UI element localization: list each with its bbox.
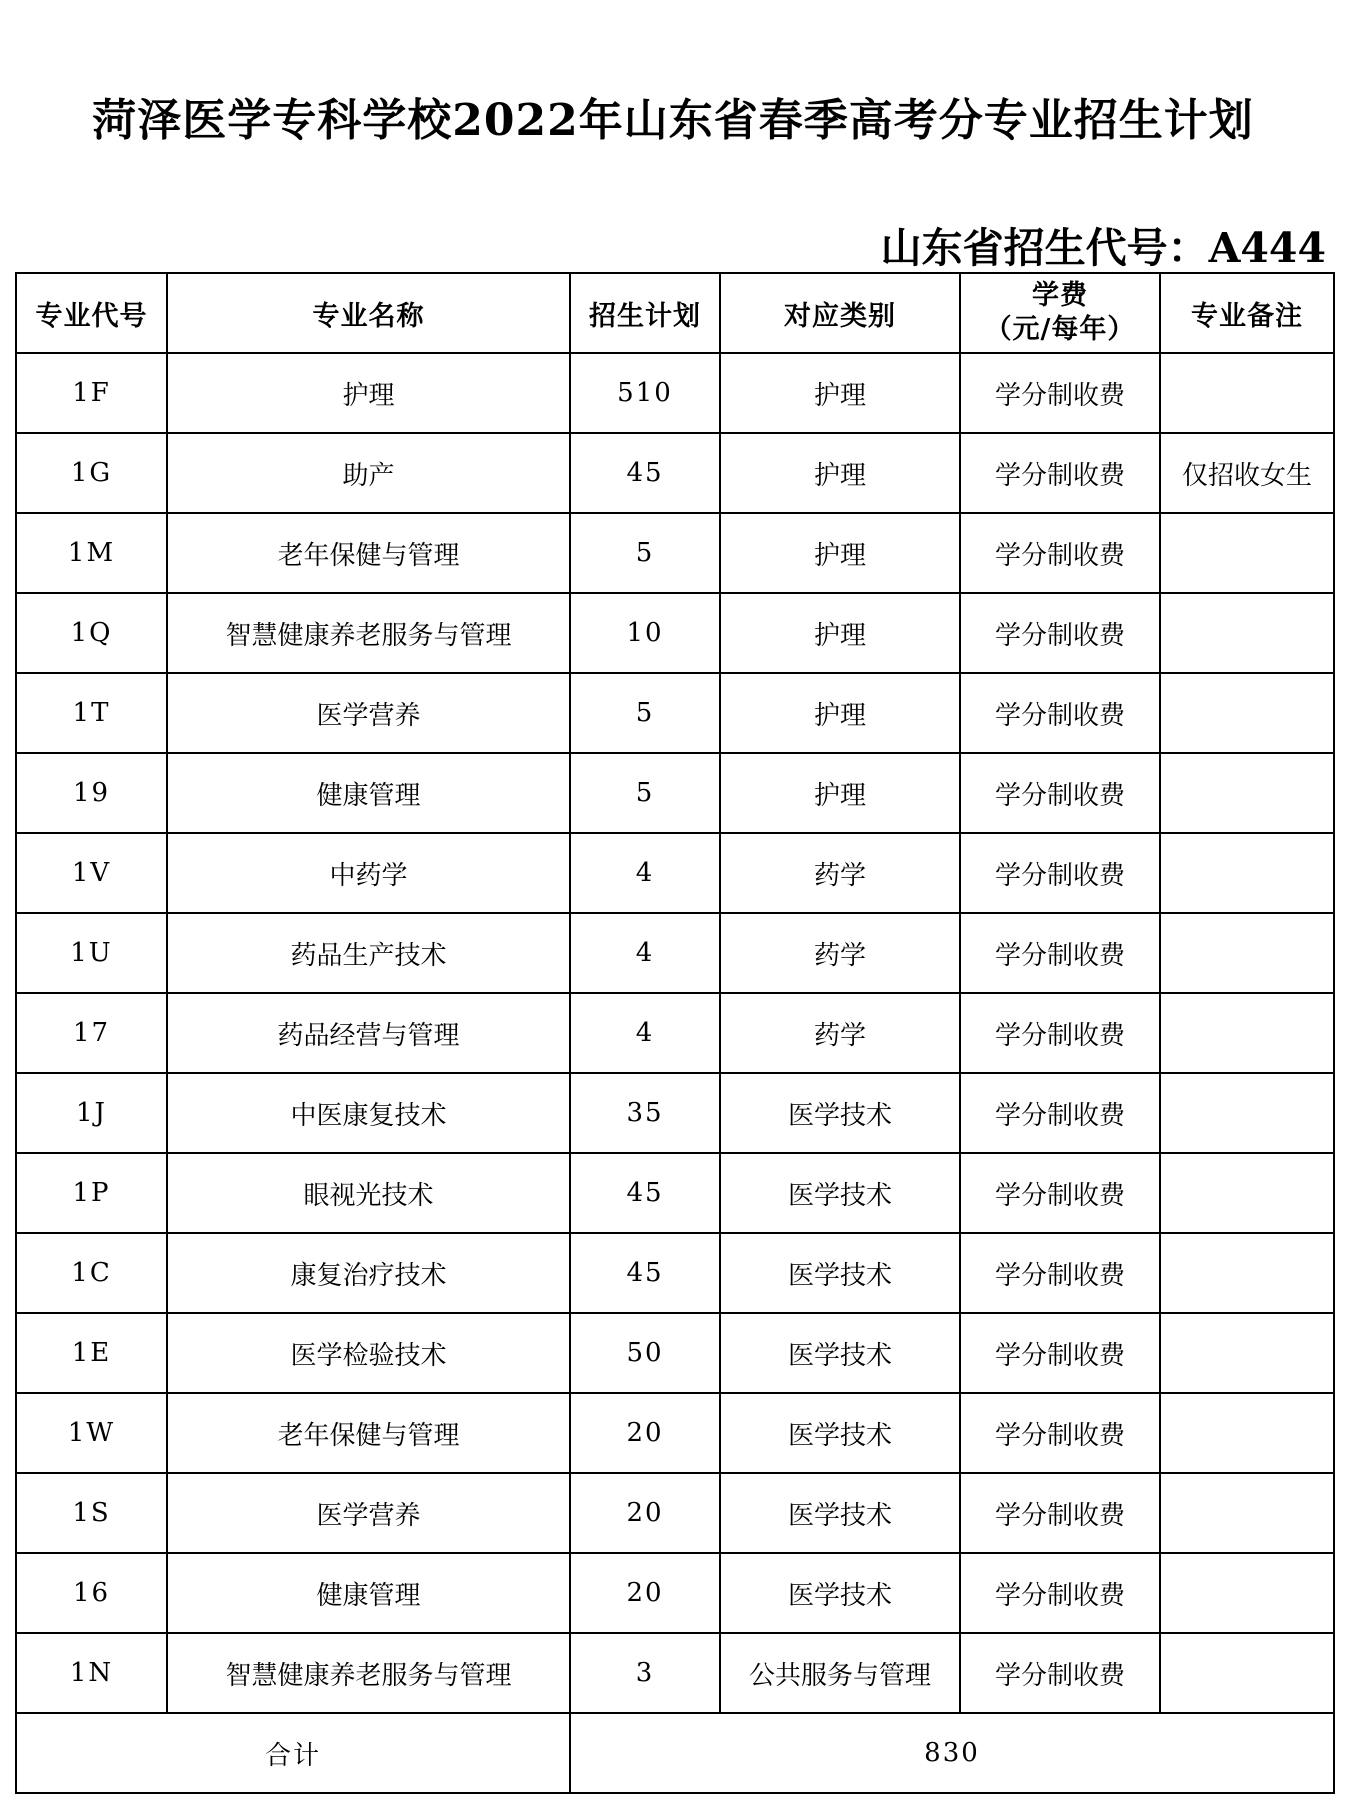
cell-plan: 4 [570, 993, 720, 1073]
cell-category: 医学技术 [720, 1073, 960, 1153]
cell-fee: 学分制收费 [960, 993, 1160, 1073]
table-row [16, 1233, 1334, 1313]
cell-plan: 5 [570, 673, 720, 753]
table-row [16, 1313, 1334, 1393]
total-row [16, 1713, 1334, 1793]
cell-remark: 仅招收女生 [1160, 433, 1334, 513]
cell-remark [1160, 1153, 1334, 1233]
cell-category: 护理 [720, 593, 960, 673]
cell-fee: 学分制收费 [960, 1393, 1160, 1473]
cell-remark [1160, 833, 1334, 913]
cell-remark [1160, 753, 1334, 833]
cell-plan: 45 [570, 1153, 720, 1233]
enrollment-plan-table [15, 272, 1335, 1794]
cell-remark [1160, 353, 1334, 433]
cell-category: 医学技术 [720, 1153, 960, 1233]
cell-name: 护理 [167, 353, 570, 433]
cell-category: 护理 [720, 513, 960, 593]
header-fee-line2: （元/每年） [984, 314, 1136, 345]
table-row [16, 353, 1334, 433]
cell-remark [1160, 1473, 1334, 1553]
header-name: 专业名称 [167, 273, 570, 353]
table-row [16, 1153, 1334, 1233]
table-row [16, 673, 1334, 753]
table-row [16, 593, 1334, 673]
cell-fee: 学分制收费 [960, 1633, 1160, 1713]
cell-fee: 学分制收费 [960, 673, 1160, 753]
cell-name: 眼视光技术 [167, 1153, 570, 1233]
cell-remark [1160, 1313, 1334, 1393]
header-plan: 招生计划 [570, 273, 720, 353]
cell-code: 16 [16, 1553, 167, 1633]
table-header-row [16, 273, 1334, 353]
total-value: 830 [570, 1713, 1334, 1793]
cell-plan: 5 [570, 753, 720, 833]
table-row [16, 1633, 1334, 1713]
cell-plan: 4 [570, 913, 720, 993]
table-row [16, 913, 1334, 993]
cell-fee: 学分制收费 [960, 353, 1160, 433]
table-row [16, 1393, 1334, 1473]
cell-category: 医学技术 [720, 1553, 960, 1633]
cell-category: 医学技术 [720, 1233, 960, 1313]
table-row [16, 753, 1334, 833]
table-row [16, 1073, 1334, 1153]
cell-plan: 510 [570, 353, 720, 433]
cell-code: 1T [16, 673, 167, 753]
cell-remark [1160, 673, 1334, 753]
cell-code: 1V [16, 833, 167, 913]
cell-code: 1F [16, 353, 167, 433]
cell-code: 1Q [16, 593, 167, 673]
header-fee-line1: 学费 [1032, 280, 1088, 311]
cell-plan: 10 [570, 593, 720, 673]
header-code: 专业代号 [16, 273, 167, 353]
cell-name: 老年保健与管理 [167, 513, 570, 593]
cell-name: 中药学 [167, 833, 570, 913]
cell-plan: 3 [570, 1633, 720, 1713]
cell-fee: 学分制收费 [960, 1153, 1160, 1233]
cell-remark [1160, 593, 1334, 673]
cell-name: 智慧健康养老服务与管理 [167, 593, 570, 673]
cell-name: 药品生产技术 [167, 913, 570, 993]
cell-category: 药学 [720, 993, 960, 1073]
cell-code: 19 [16, 753, 167, 833]
cell-remark [1160, 513, 1334, 593]
cell-remark [1160, 913, 1334, 993]
cell-remark [1160, 1553, 1334, 1633]
table-row [16, 1553, 1334, 1633]
cell-name: 助产 [167, 433, 570, 513]
cell-remark [1160, 1233, 1334, 1313]
cell-category: 护理 [720, 673, 960, 753]
cell-fee: 学分制收费 [960, 1313, 1160, 1393]
cell-fee: 学分制收费 [960, 1073, 1160, 1153]
cell-category: 药学 [720, 833, 960, 913]
table-body [16, 353, 1334, 1713]
enrollment-code: 山东省招生代号：A444 [880, 224, 1326, 272]
cell-code: 1W [16, 1393, 167, 1473]
cell-category: 医学技术 [720, 1313, 960, 1393]
cell-code: 1N [16, 1633, 167, 1713]
cell-code: 1M [16, 513, 167, 593]
cell-fee: 学分制收费 [960, 433, 1160, 513]
cell-plan: 4 [570, 833, 720, 913]
cell-remark [1160, 1073, 1334, 1153]
cell-plan: 20 [570, 1393, 720, 1473]
cell-category: 公共服务与管理 [720, 1633, 960, 1713]
cell-code: 1S [16, 1473, 167, 1553]
cell-plan: 20 [570, 1553, 720, 1633]
cell-fee: 学分制收费 [960, 1233, 1160, 1313]
cell-fee: 学分制收费 [960, 1473, 1160, 1553]
cell-category: 药学 [720, 913, 960, 993]
table-row [16, 833, 1334, 913]
cell-name: 医学营养 [167, 1473, 570, 1553]
cell-fee: 学分制收费 [960, 1553, 1160, 1633]
cell-name: 智慧健康养老服务与管理 [167, 1633, 570, 1713]
cell-plan: 45 [570, 1233, 720, 1313]
cell-fee: 学分制收费 [960, 753, 1160, 833]
cell-name: 健康管理 [167, 753, 570, 833]
header-fee [960, 273, 1160, 353]
cell-category: 护理 [720, 753, 960, 833]
cell-code: 1E [16, 1313, 167, 1393]
cell-name: 药品经营与管理 [167, 993, 570, 1073]
cell-name: 健康管理 [167, 1553, 570, 1633]
cell-plan: 35 [570, 1073, 720, 1153]
cell-category: 护理 [720, 433, 960, 513]
cell-fee: 学分制收费 [960, 593, 1160, 673]
total-label: 合计 [16, 1713, 570, 1793]
cell-code: 1G [16, 433, 167, 513]
table-row [16, 1473, 1334, 1553]
cell-category: 医学技术 [720, 1473, 960, 1553]
cell-name: 康复治疗技术 [167, 1233, 570, 1313]
cell-category: 护理 [720, 353, 960, 433]
cell-remark [1160, 993, 1334, 1073]
cell-name: 医学检验技术 [167, 1313, 570, 1393]
cell-name: 老年保健与管理 [167, 1393, 570, 1473]
cell-plan: 20 [570, 1473, 720, 1553]
table-row [16, 433, 1334, 513]
cell-fee: 学分制收费 [960, 513, 1160, 593]
cell-category: 医学技术 [720, 1393, 960, 1473]
cell-remark [1160, 1633, 1334, 1713]
table-row [16, 993, 1334, 1073]
cell-name: 中医康复技术 [167, 1073, 570, 1153]
cell-code: 17 [16, 993, 167, 1073]
header-remark: 专业备注 [1160, 273, 1334, 353]
cell-plan: 45 [570, 433, 720, 513]
table-row [16, 513, 1334, 593]
cell-code: 1P [16, 1153, 167, 1233]
cell-code: 1U [16, 913, 167, 993]
cell-plan: 5 [570, 513, 720, 593]
cell-code: 1J [16, 1073, 167, 1153]
cell-fee: 学分制收费 [960, 913, 1160, 993]
page-title: 菏泽医学专科学校2022年山东省春季高考分专业招生计划 [92, 95, 1254, 146]
cell-plan: 50 [570, 1313, 720, 1393]
cell-code: 1C [16, 1233, 167, 1313]
header-category: 对应类别 [720, 273, 960, 353]
cell-remark [1160, 1393, 1334, 1473]
cell-name: 医学营养 [167, 673, 570, 753]
cell-fee: 学分制收费 [960, 833, 1160, 913]
